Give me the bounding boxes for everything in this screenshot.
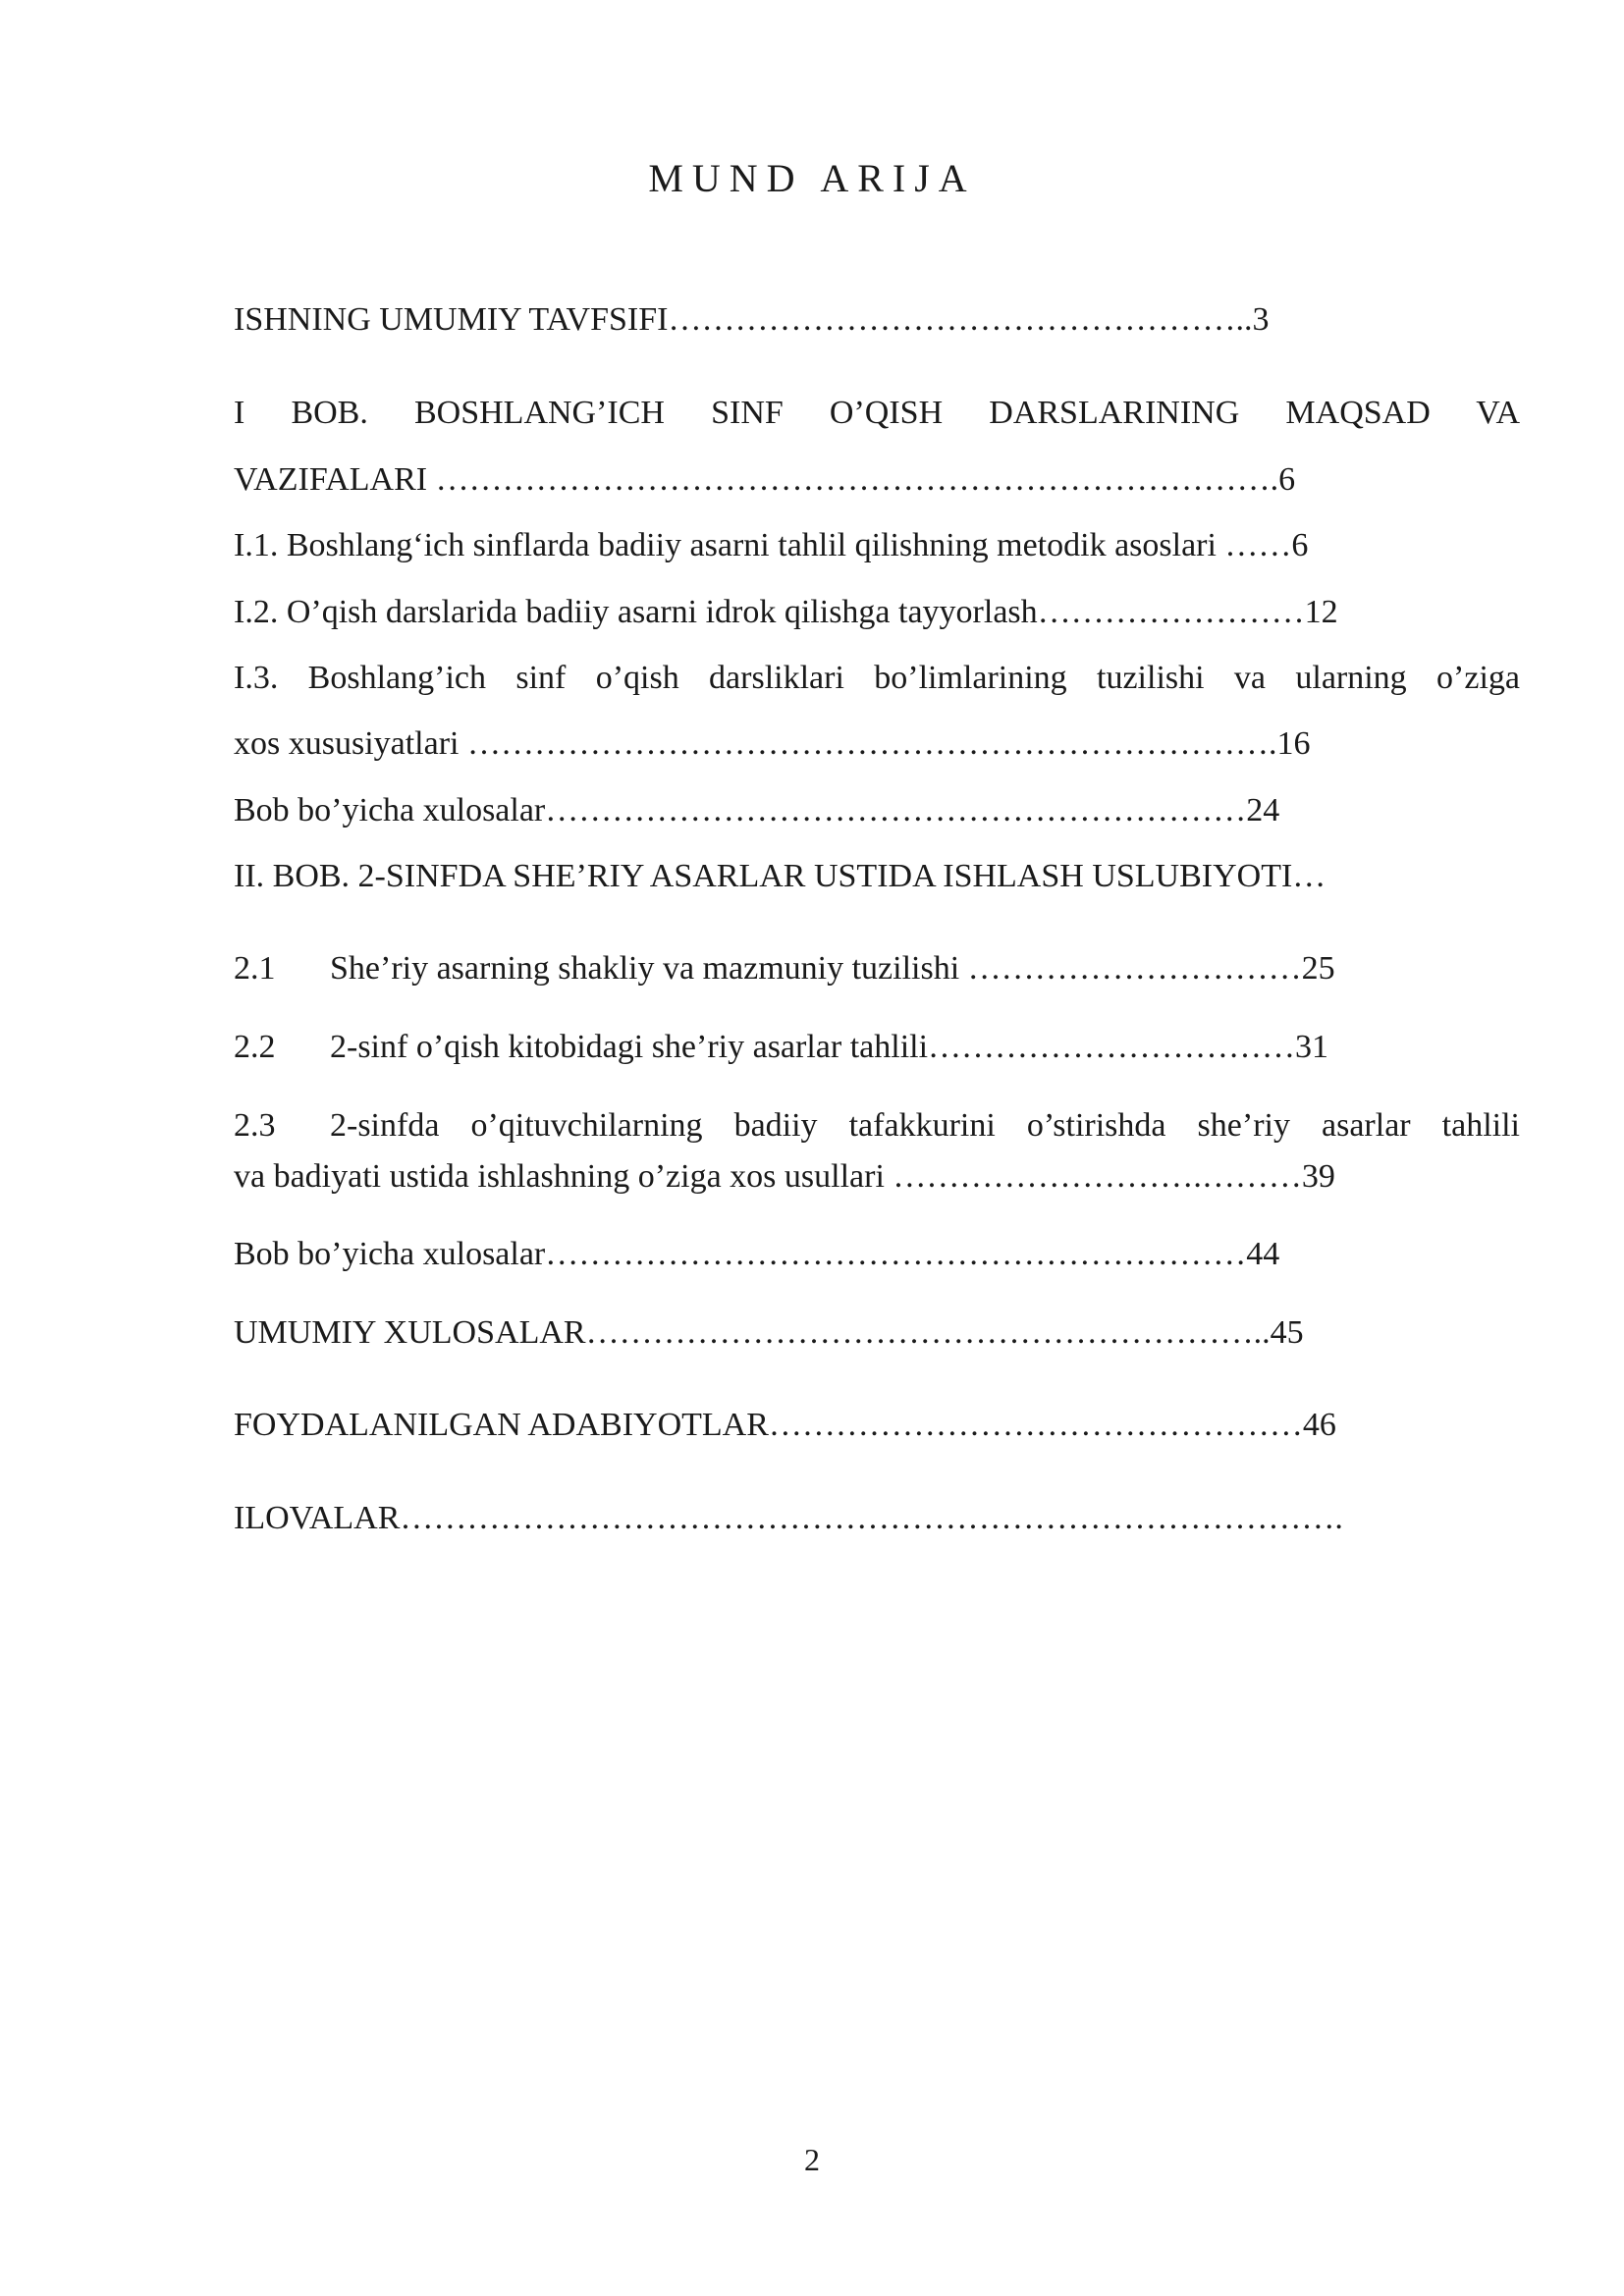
toc-entry-chapter-2-conclusion: Bob bo’yicha xulosalar………………………………………………………44: [234, 1236, 1280, 1272]
toc-entry-general-conclusions: UMUMIY XULOSALAR……………………………………………………..45: [234, 1314, 1304, 1351]
toc-entry-overview: ISHNING UMUMIY TAVFSIFI……………………………………………..3: [234, 301, 1270, 338]
toc-entry-section-1-1: I.1. Boshlang‘ich sinflarda badiiy asarni tahlil qilishning metodik asoslari ……6: [234, 527, 1309, 563]
section-title: 2-sinfda o’qituvchilarning badiiy tafakkurini o’stirishda she’riy asarlar tahlili: [330, 1107, 1520, 1144]
toc-entry-appendices: ILOVALAR………………………………………………………………………….: [234, 1500, 1343, 1536]
toc-entry-section-2-2: [234, 1027, 1520, 1068]
section-title: She’riy asarning shakliy va mazmuniy tuzilishi …………………………25: [330, 950, 1335, 987]
section-number: 2.3: [234, 1107, 276, 1144]
toc-entry-chapter-1-line-2: VAZIFALARI ………………………………………………………………….6: [234, 461, 1296, 498]
toc-entry-section-1-3-line-2: xos xususiyatlari ……………………………………………………………….16: [234, 725, 1311, 762]
toc-entry-chapter-1-line-1: I BOB. BOSHLANG’ICH SINF O’QISH DARSLARINING MAQSAD VA: [234, 395, 1520, 431]
page-title: MUND ARIJA: [648, 156, 976, 200]
section-number: 2.2: [234, 1029, 276, 1065]
toc-entry-section-1-3-line-1: I.3. Boshlang’ich sinf o’qish darsliklari bo’limlarining tuzilishi va ularning o’ziga: [234, 660, 1520, 696]
section-number: 2.1: [234, 950, 276, 987]
toc-entry-section-1-2: I.2. O’qish darslarida badiiy asarni idrok qilishga tayyorlash……………………12: [234, 594, 1338, 630]
section-title: 2-sinf o’qish kitobidagi she’riy asarlar tahlili……………………………31: [330, 1029, 1329, 1065]
toc-entry-references: FOYDALANILGAN ADABIYOTLAR…………………………………………46: [234, 1407, 1336, 1443]
page-number: 2: [804, 2142, 820, 2177]
toc-entry-section-2-3-line-1: [234, 1105, 1520, 1147]
toc-entry-chapter-2: II. BOB. 2-SINFDA SHE’RIY ASARLAR USTIDA ISHLASH USLUBIYOTI…: [234, 858, 1326, 894]
toc-entry-section-2-1: [234, 948, 1520, 989]
toc-entry-section-2-3-line-2: va badiyati ustida ishlashning o’ziga xos usullari ……………………….………39: [234, 1158, 1335, 1195]
toc-entry-chapter-1-conclusion: Bob bo’yicha xulosalar………………………………………………………24: [234, 792, 1280, 828]
